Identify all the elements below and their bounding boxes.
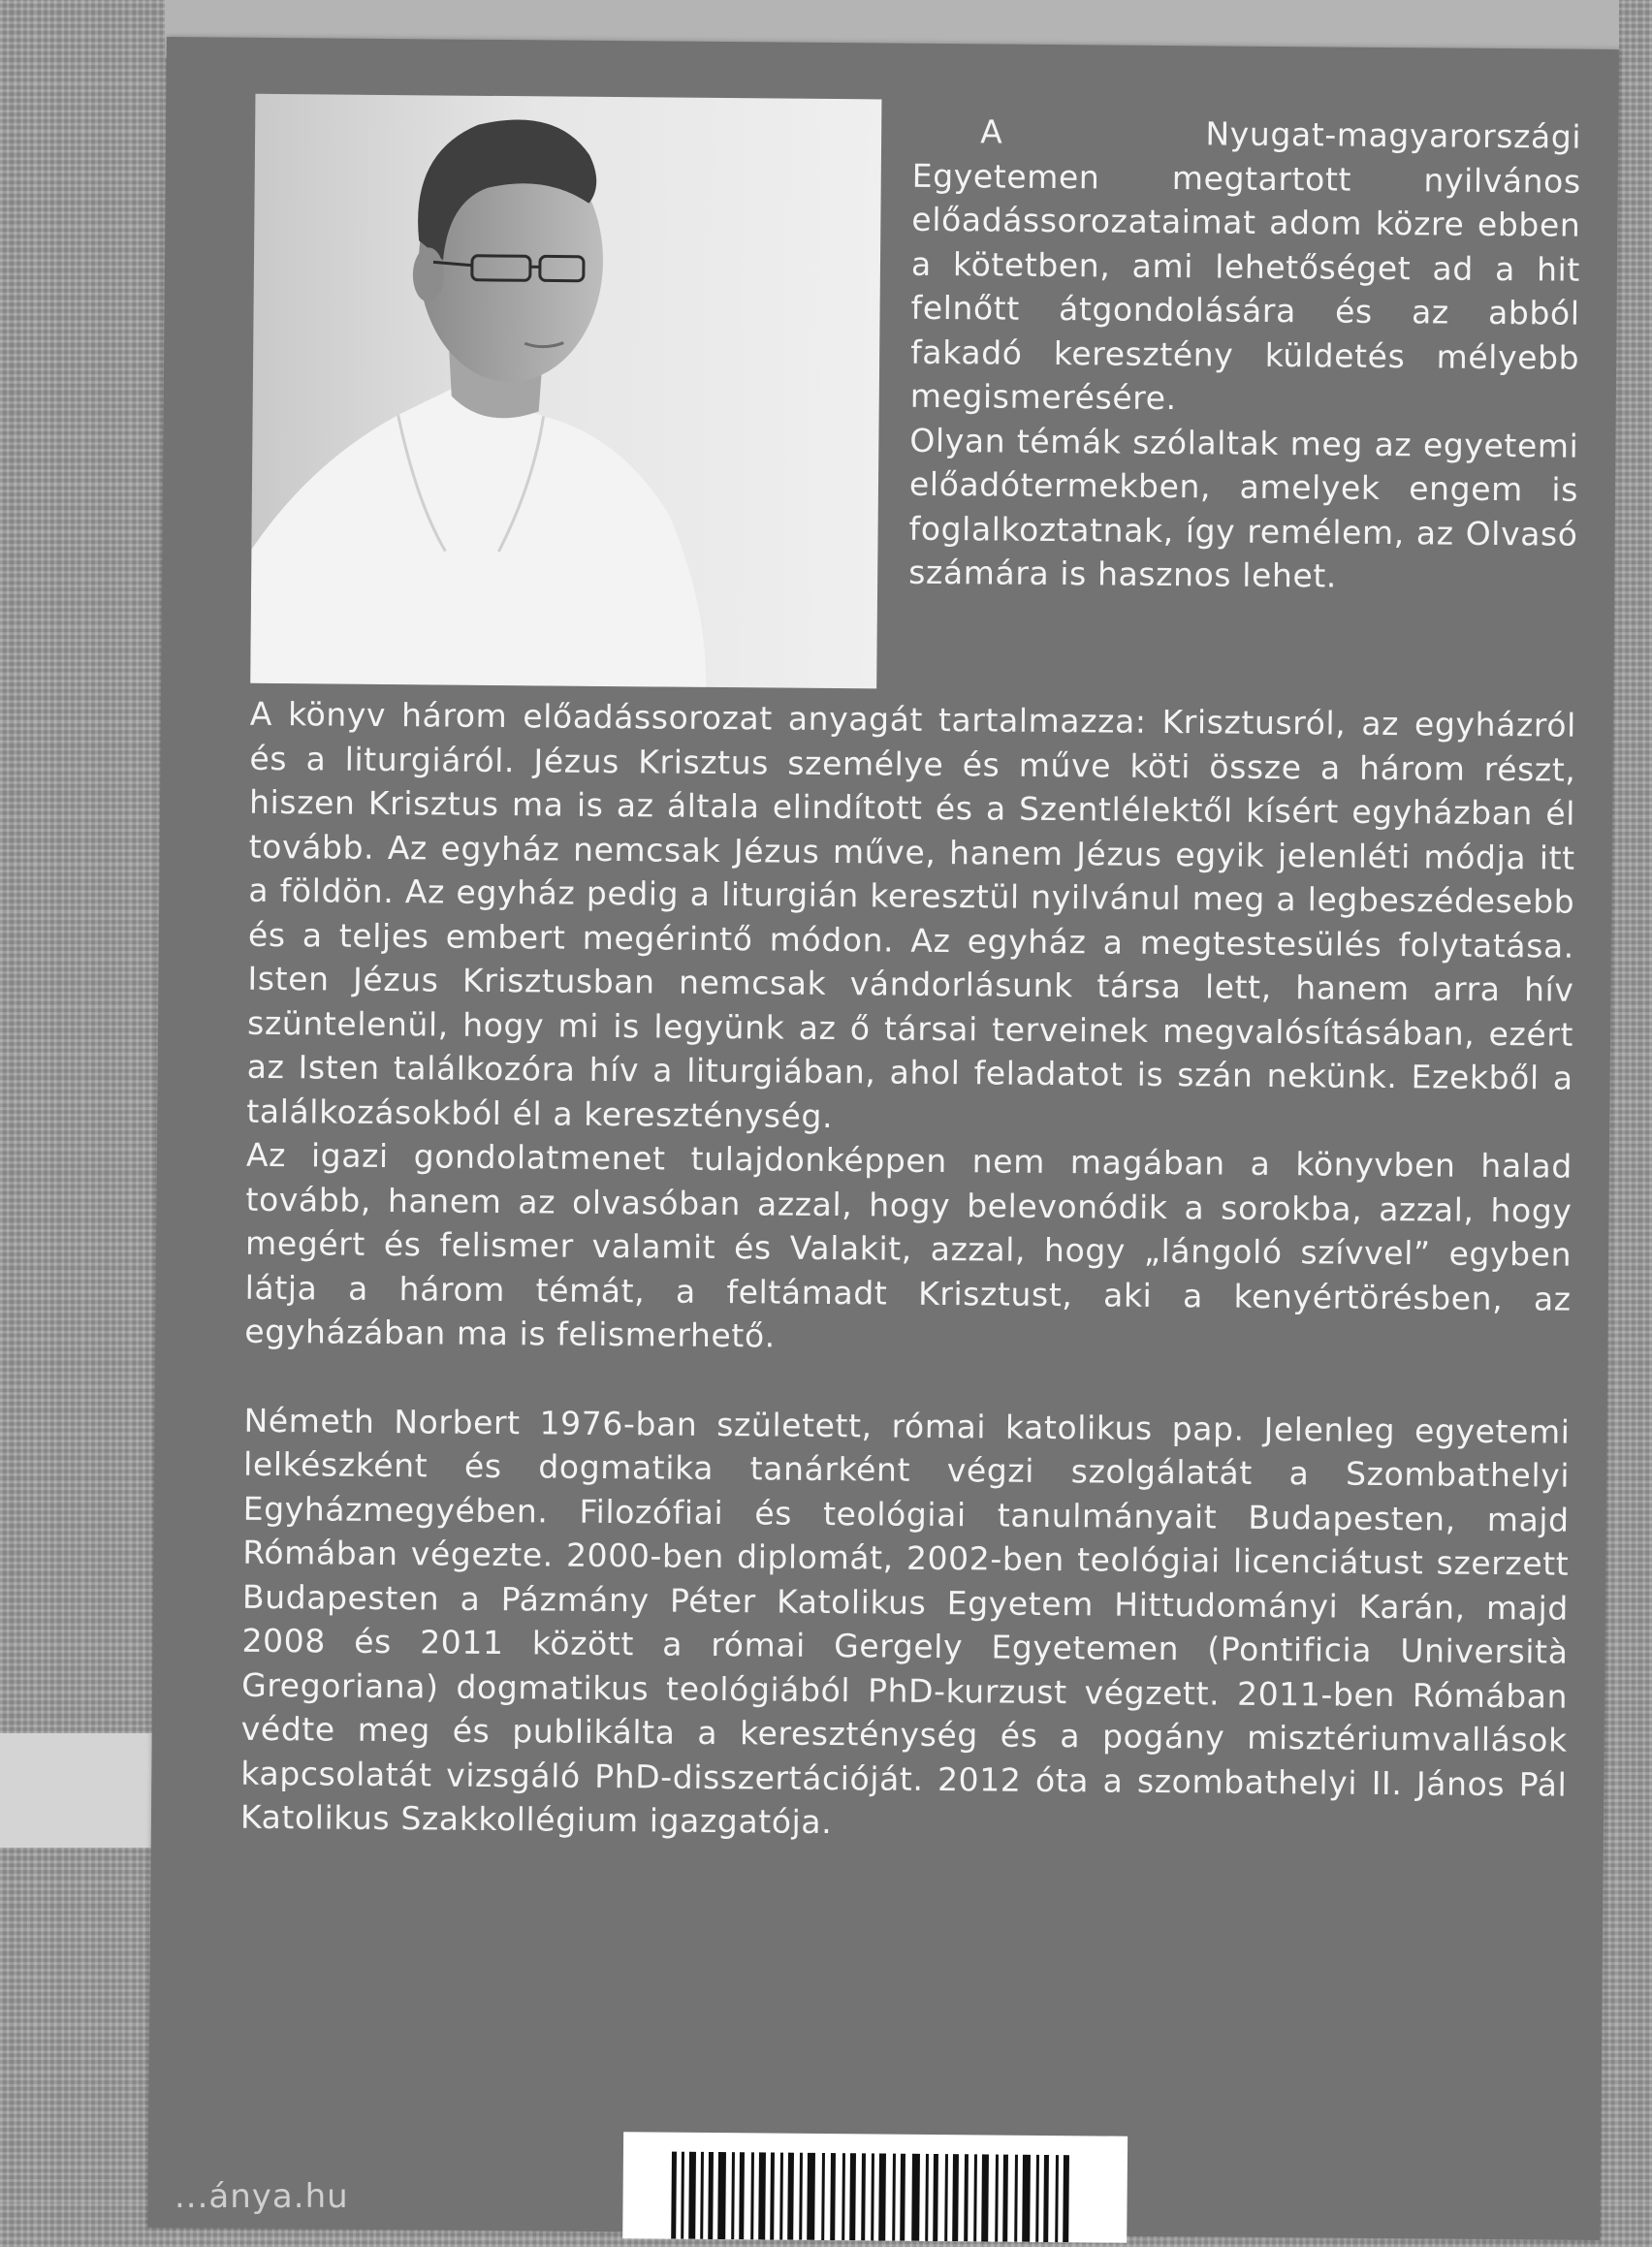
- author-portrait-photo: [250, 94, 881, 689]
- barcode: [622, 2132, 1128, 2243]
- intro-paragraph-1: A Nyugat-magyarországi Egyetemen megtartott nyilvános előadássorozataimat adom közre ebben a kötetben, ami lehetőséget ad a hit felnőtt átgondolására és az abból fakadó keresztény küldetés mélyebb megismerésére.: [910, 110, 1582, 425]
- book-back-cover: [147, 37, 1619, 2240]
- author-bio: Németh Norbert 1976-ban született, római katolikus pap. Jelenleg egyetemi lelkészként és dogmatika tanárként végzi szolgálatát a Szombathelyi Egyházmegyében. Filozófiai és teológiai tanulmányait Budapesten, majd Rómában végezte. 2000-ben diplomát, 2002-ben teológiai licenciátust szerzett Budapesten a Pázmány Péter Katolikus Egyetem Hittudományi Karán, majd 2008 és 2011 között a római Gergely Egyetemen (Pontificia Università Gregoriana) dogmatikus teológiából PhD-kurzust végzett. 2011-ben Rómában védte meg és publikálta a kereszténység és a pogány misztériumvallások kapcsolatát vizsgáló PhD-disszertációját. 2012 óta a szombathelyi II. János Pál Katolikus Szakkollégium igazgatója.: [240, 1398, 1571, 1851]
- intro-text-block: [908, 110, 1581, 601]
- main-text-block: [240, 692, 1576, 1851]
- body-paragraph-1: A könyv három előadássorozat anyagát tartalmazza: Krisztusról, az egyházról és a liturgiáról. Jézus Krisztus személye és műve köti össze a három részt, hiszen Krisztus ma is az általa elindított és a Szentlélektől kísért egyházban él tovább. Az egyház nemcsak Jézus műve, hanem Jézus egyik jelenléti módja itt a földön. Az egyház pedig a liturgián keresztül nyilvánul meg a legbeszédesebb és a teljes embert megérintő módon. Az egyház a megtestesülés folytatása. Isten Jézus Krisztusban nemcsak vándorlásunk társa lett, hanem arra hív szüntelenül, hogy mi is legyünk az ő társai terveinek megvalósításában, ezért az Isten találkozóra hív a liturgiában, ahol feladatot is szán nekünk. Ezekből a találkozásokból él a kereszténység.: [246, 692, 1576, 1145]
- barcode-bars: [622, 2132, 1128, 2243]
- footer-partial-url: ...ánya.hu: [175, 2177, 349, 2216]
- portrait-illustration: [250, 94, 881, 689]
- body-paragraph-2: Az igazi gondolatmenet tulajdonképpen nem magában a könyvben halad tovább, hanem az olvasóban azzal, hogy belevonódik a sorokba, azzal, hogy megért és felismer valamit és Valakit, azzal, hogy „lángoló szívvel” egyben látja a három témát, a feltámadt Krisztust, aki a kenyértörésben, az egyházában ma is felismerhető.: [244, 1133, 1573, 1365]
- intro-paragraph-2: Olyan témák szólaltak meg az egyetemi előadótermekben, amelyek engem is foglalkoztatnak, így remélem, az Olvasó számára is hasznos lehet.: [908, 418, 1579, 600]
- side-light-strip: [0, 1733, 170, 1848]
